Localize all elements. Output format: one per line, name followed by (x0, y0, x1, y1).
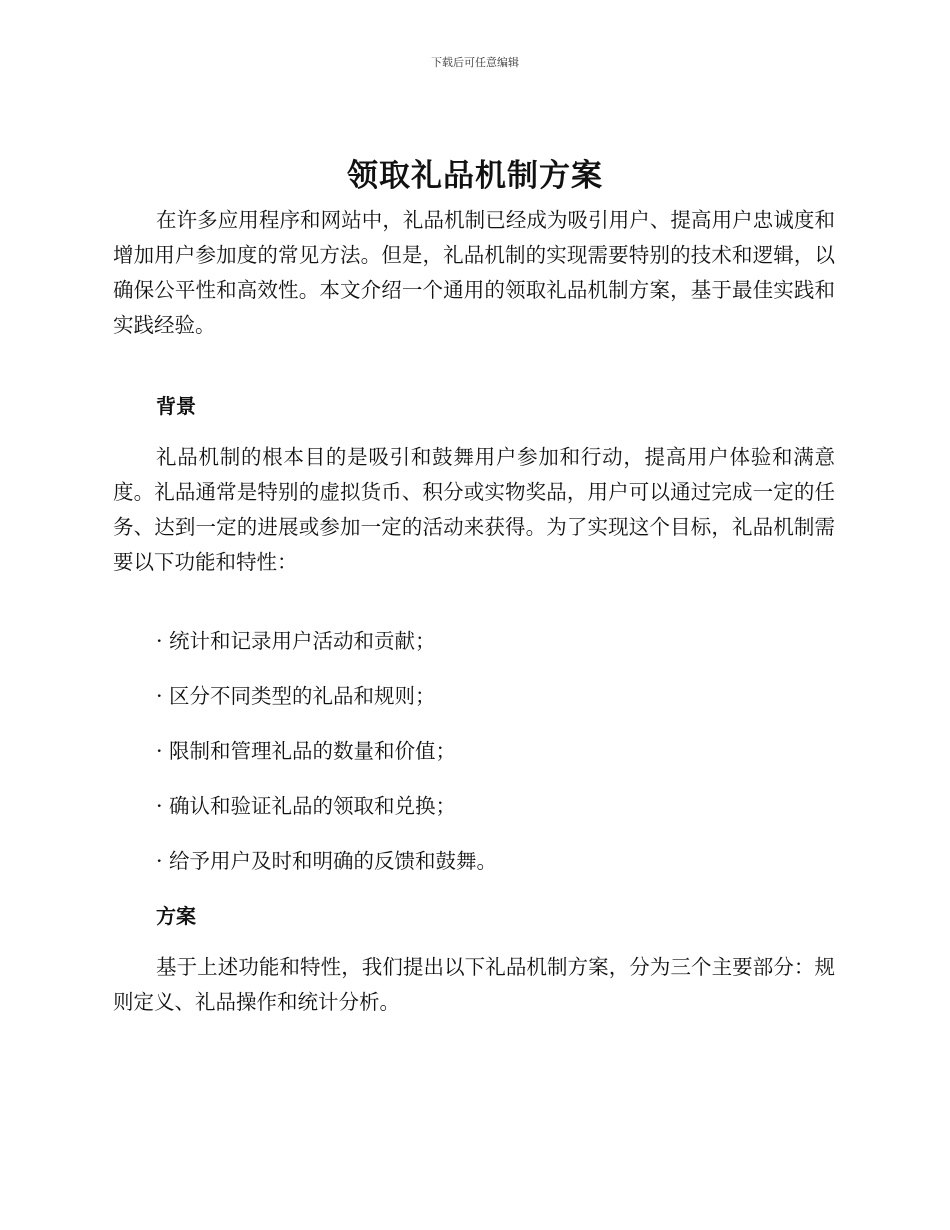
bullet-item: · 给予用户及时和明确的反馈和鼓舞。 (156, 849, 498, 873)
section-heading-plan: 方案 (156, 904, 196, 928)
plan-paragraph: 基于上述功能和特性，我们提出以下礼品机制方案，分为三个主要部分：规则定义、礼品操作和统计分析。 (113, 955, 835, 1014)
page-header-note: 下载后可任意编辑 (431, 56, 519, 69)
section-heading-background: 背景 (156, 394, 196, 418)
bullet-item: · 确认和验证礼品的领取和兑换； (156, 794, 457, 818)
document-title: 领取礼品机制方案 (347, 158, 603, 194)
bullet-item: · 统计和记录用户活动和贡献； (156, 629, 436, 653)
background-paragraph: 礼品机制的根本目的是吸引和鼓舞用户参加和行动，提高用户体验和满意度。礼品通常是特别的虚拟货币、积分或实物奖品，用户可以通过完成一定的任务、达到一定的进展或参加一定的活动来获得。为了实现这个目标，礼品机制需要以下功能和特性： (113, 445, 835, 574)
intro-paragraph: 在许多应用程序和网站中，礼品机制已经成为吸引用户、提高用户忠诚度和增加用户参加度的常见方法。但是，礼品机制的实现需要特别的技术和逻辑，以确保公平性和高效性。本文介绍一个通用的领取礼品机制方案，基于最佳实践和实践经验。 (113, 208, 835, 337)
bullet-item: · 限制和管理礼品的数量和价值； (156, 739, 457, 763)
bullet-item: · 区分不同类型的礼品和规则； (156, 684, 436, 708)
